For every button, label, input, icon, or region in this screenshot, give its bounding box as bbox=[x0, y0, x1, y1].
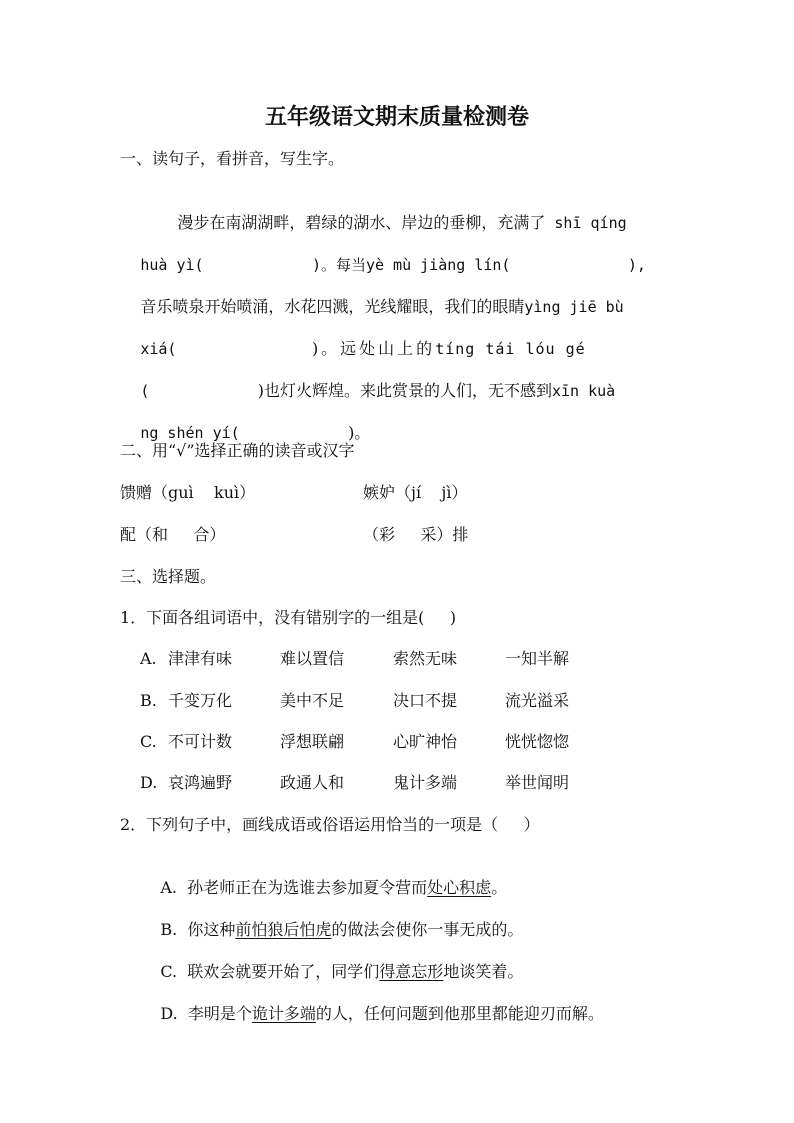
pinyin-text: shī qíng bbox=[545, 214, 627, 232]
answer-blank[interactable] bbox=[204, 256, 312, 274]
option-label: D. bbox=[160, 1004, 178, 1023]
section1-heading: 一、读句子，看拼音，写生字。 bbox=[120, 149, 345, 168]
question-1-stem: 1．下面各组词语中，没有错别字的一组是( ) bbox=[120, 608, 457, 627]
pinyin-text: ng shén yí( bbox=[140, 424, 240, 442]
choice-item-jidu[interactable]: 嫉妒（jí jì） bbox=[363, 483, 468, 502]
passage-text: 音乐喷泉开始喷涌，水花四溅，光线耀眼，我们的眼睛 bbox=[140, 297, 525, 316]
option-label: B. bbox=[140, 691, 157, 710]
passage-text: ), bbox=[627, 256, 646, 274]
option-word: 政通人和 bbox=[280, 773, 345, 792]
option-word: 索然无味 bbox=[393, 649, 458, 668]
option-word: 决口不提 bbox=[393, 691, 458, 710]
option-word: 津津有味 bbox=[168, 649, 233, 668]
section3-heading: 三、选择题。 bbox=[120, 567, 217, 586]
option-word: 浮想联翩 bbox=[280, 732, 345, 751]
option-word: 一知半解 bbox=[505, 649, 570, 668]
choice-item-caipai[interactable]: （彩 采）排 bbox=[363, 525, 469, 544]
option-word: 难以置信 bbox=[280, 649, 345, 668]
option-text: 孙老师正在为选谁去参加夏令营而 bbox=[187, 878, 428, 897]
option-word: 哀鸿遍野 bbox=[168, 773, 233, 792]
option-word: 心旷神怡 bbox=[393, 732, 458, 751]
underlined-idiom: 处心积虑 bbox=[427, 878, 492, 897]
option-word: 鬼计多端 bbox=[393, 773, 458, 792]
option-label: A. bbox=[140, 649, 157, 668]
underlined-idiom: 得意忘形 bbox=[379, 962, 444, 981]
answer-blank[interactable] bbox=[176, 340, 311, 358]
question-2-option-d[interactable] bbox=[140, 981, 604, 1047]
question-2-stem: 2．下列句子中，画线成语或俗语运用恰当的一项是（ ） bbox=[120, 815, 540, 834]
passage-text: 漫步在南湖湖畔，碧绿的湖水、岸边的垂柳，充满了 bbox=[177, 213, 546, 232]
option-label: C. bbox=[140, 732, 157, 751]
option-word: 不可计数 bbox=[168, 732, 233, 751]
option-text: 联欢会就要开始了，同学们 bbox=[187, 962, 380, 981]
passage-text: )也灯火辉煌。来此赏景的人们，无不感到 bbox=[257, 381, 552, 400]
option-text: 地谈笑着。 bbox=[443, 962, 524, 981]
passage-text: )。远处山上的 bbox=[311, 339, 436, 358]
option-text: 的做法会使你一事无成的。 bbox=[331, 920, 524, 939]
option-word: 举世闻明 bbox=[505, 773, 570, 792]
option-word: 流光溢采 bbox=[505, 691, 570, 710]
pinyin-text: xīn kuà bbox=[552, 382, 616, 400]
section2-heading: 二、用“√”选择正确的读音或汉字 bbox=[120, 441, 355, 460]
passage-text: ( bbox=[140, 382, 150, 400]
underlined-idiom: 前怕狼后怕虎 bbox=[235, 920, 332, 939]
passage-text: )。 bbox=[348, 423, 371, 442]
option-word: 千变万化 bbox=[168, 691, 233, 710]
passage-text: )。每当 bbox=[311, 256, 366, 274]
page-title: 五年级语文期末质量检测卷 bbox=[264, 105, 529, 130]
answer-blank[interactable] bbox=[510, 256, 627, 274]
answer-blank[interactable] bbox=[149, 382, 257, 400]
option-label: D. bbox=[140, 773, 158, 792]
underlined-idiom: 诡计多端 bbox=[251, 1004, 316, 1023]
pinyin-text: yè mù jiàng lín( bbox=[365, 256, 511, 274]
pinyin-text: huà yì( bbox=[140, 256, 204, 274]
option-text: 你这种 bbox=[187, 920, 236, 939]
pinyin-text: xiá( bbox=[140, 340, 177, 358]
pinyin-text: tíng tái lóu gé bbox=[435, 340, 586, 358]
option-text: 。 bbox=[491, 878, 508, 897]
pinyin-text: yìng jiē bù bbox=[524, 298, 624, 316]
option-word: 美中不足 bbox=[280, 691, 345, 710]
choice-item-pei[interactable]: 配（和 合） bbox=[120, 525, 226, 544]
option-label: B. bbox=[160, 920, 178, 939]
option-text: 李明是个 bbox=[187, 1004, 252, 1023]
option-label: A. bbox=[160, 878, 177, 897]
choice-item-kuizeng[interactable]: 馈赠（guì kuì） bbox=[120, 483, 256, 502]
option-text: 的人，任何问题到他那里都能迎刃而解。 bbox=[315, 1004, 604, 1023]
option-word: 恍恍惚惚 bbox=[505, 732, 570, 751]
option-label: C. bbox=[160, 962, 178, 981]
